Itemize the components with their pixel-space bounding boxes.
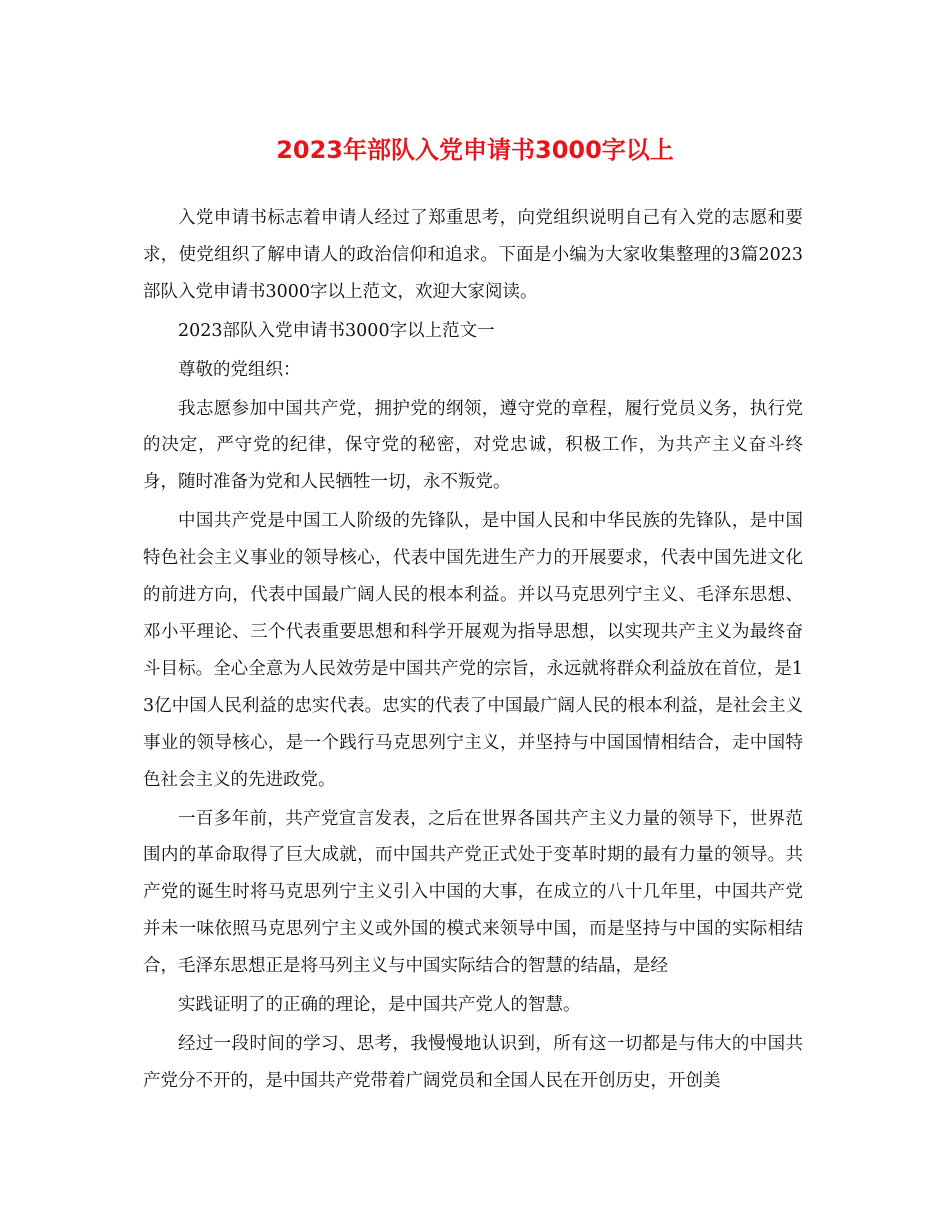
salutation: 尊敬的党组织： xyxy=(178,359,301,380)
body-paragraph: 经过一段时间的学习、思考，我慢慢地认识到，所有这一切都是与伟大的中国共产党分不开的，是中国共产党带着广阔党员和全国人民在开创历史，开创美 xyxy=(143,1033,803,1091)
document-title: 2023年部队入党申请书3000字以上 xyxy=(276,136,674,164)
body-paragraph: 我志愿参加中国共产党，拥护党的纲领，遵守党的章程，履行党员义务，执行党的决定，严守党的纪律，保守党的秘密，对党忠诚，积极工作，为共产主义奋斗终身，随时准备为党和人民牺牲一切，永不叛党。 xyxy=(143,398,803,493)
body-paragraph: 中国共产党是中国工人阶级的先锋队，是中国人民和中华民族的先锋队，是中国特色社会主义事业的领导核心，代表中国先进生产力的开展要求，代表中国先进文化的前进方向，代表中国最广阔人民的根本利益。并以马克思列宁主义、毛泽东思想、邓小平理论、三个代表重要思想和科学开展观为指导思想，以实现共产主义为最终奋斗目标。全心全意为人民效劳是中国共产党的宗旨，永远就将群众利益放在首位，是13亿中国人民利益的忠实代表。忠实的代表了中国最广阔人民的根本利益，是社会主义事业的领导核心，是一个践行马克思列宁主义，并坚持与中国国情相结合，走中国特色社会主义的先进政党。 xyxy=(143,511,803,790)
document-body xyxy=(143,200,803,1102)
body-paragraph: 一百多年前，共产党宣言发表，之后在世界各国共产主义力量的领导下，世界范围内的革命取得了巨大成就，而中国共产党正式处于变革时期的最有力量的领导。共产党的诞生时将马克思列宁主义引入中国的大事，在成立的八十几年里，中国共产党并未一味依照马克思列宁主义或外国的模式来领导中国，而是坚持与中国的实际相结合，毛泽东思想正是将马列主义与中国实际结合的智慧的结晶，是经 xyxy=(143,808,803,977)
body-paragraph: 实践证明了的正确的理论，是中国共产党人的智慧。 xyxy=(178,995,581,1016)
sample-heading: 2023部队入党申请书3000字以上范文一 xyxy=(178,320,495,341)
intro-paragraph: 入党申请书标志着申请人经过了郑重思考，向党组织说明自己有入党的志愿和要求，使党组织了解申请人的政治信仰和追求。下面是小编为大家收集整理的3篇2023部队入党申请书3000字以上范文，欢迎大家阅读。 xyxy=(143,208,803,302)
